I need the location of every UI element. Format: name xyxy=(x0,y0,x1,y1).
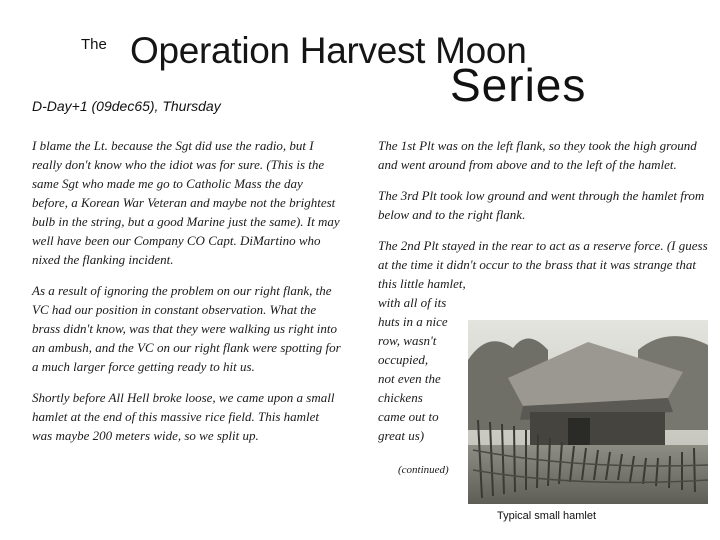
hamlet-photo xyxy=(468,320,708,504)
series-label: Series xyxy=(450,59,587,111)
left-paragraph-1: I blame the Lt. because the Sgt did use the radio, but I really don't know who the idiot was for sure. (This is the same Sgt who made me go to Catholic Mass the day before, a Korean War Veteran and maybe not the brightest bulb in the string, but a good Marine just the same). It may well have been our Company CO Capt. DiMartino who nixed the flanking incident. xyxy=(32,138,340,267)
right-paragraph-3-top: The 2nd Plt stayed in the rear to act as a reserve force. (I guess at the time it didn't occur to the brass that it was strange that this little hamlet, xyxy=(378,238,708,291)
small-the: The xyxy=(81,36,107,53)
left-paragraph-2: As a result of ignoring the problem on our right flank, the VC had our position in constant observation. What the brass didn't know, was that they were walking us right into an ambush, and the VC on our right flank were spotting for a much larger force getting ready to hit us. xyxy=(32,283,341,374)
right-paragraph-1: The 1st Plt was on the left flank, so they took the high ground and went around from above and to the left of the hamlet. xyxy=(378,138,697,172)
date-line: D-Day+1 (09dec65), Thursday xyxy=(32,98,221,114)
right-paragraph-3-line: not even the xyxy=(378,371,441,386)
left-paragraph-3: Shortly before All Hell broke loose, we came upon a small hamlet at the end of this massive rice field. This hamlet was maybe 200 meters wide, so we split up. xyxy=(32,390,335,443)
continued-label: (continued) xyxy=(398,464,449,476)
right-paragraph-3-line: occupied, xyxy=(378,352,429,367)
page-title: Operation Harvest Moon xyxy=(130,30,527,71)
right-paragraph-2: The 3rd Plt took low ground and went through the hamlet from below and to the right flank. xyxy=(378,188,705,222)
photo-caption: Typical small hamlet xyxy=(497,510,597,522)
right-paragraph-3-line: with all of its xyxy=(378,295,447,310)
right-paragraph-3-line: row, wasn't xyxy=(378,333,437,348)
right-paragraph-3-line: chickens xyxy=(378,390,423,405)
right-paragraph-3-line: came out to xyxy=(378,409,439,424)
left-column xyxy=(32,136,342,457)
right-paragraph-3-line: huts in a nice xyxy=(378,314,448,329)
hamlet-photo-image xyxy=(468,320,708,504)
right-paragraph-3-line: great us) xyxy=(378,428,425,443)
